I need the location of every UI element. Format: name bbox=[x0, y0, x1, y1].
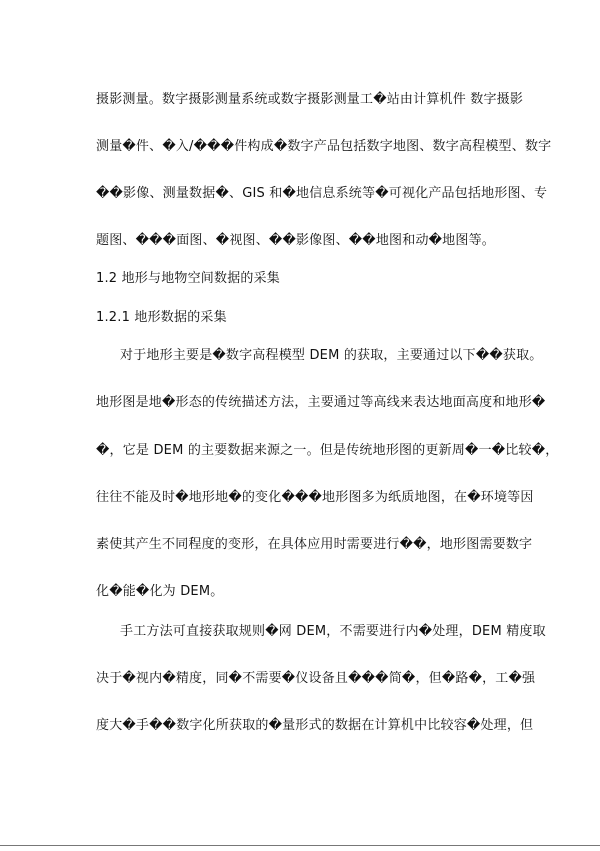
paragraph-line: 对于地形主要是�数字高程模型 DEM 的获取，主要通过以下��获取。 bbox=[120, 348, 543, 363]
section-heading: 1.2 地形与地物空间数据的采集 bbox=[96, 271, 281, 286]
paragraph-line: 化�能�化为 DEM。 bbox=[96, 584, 224, 599]
paragraph-line: �，它是 DEM 的主要数据来源之一。但是传统地形图的更新周�一�比较�， bbox=[96, 443, 559, 458]
paragraph-line: 地形图是地�形态的传统描述方法，主要通过等高线来表达地面高度和地形� bbox=[96, 395, 546, 410]
paragraph-line: 往往不能及时�地形地�的变化���地形图多为纸质地图，在�环境等因 bbox=[96, 490, 534, 505]
body-text-line: 测量�件、�入/���件构成�数字产品包括数字地图、数字高程模型、数字 bbox=[96, 139, 552, 154]
page-bottom-rule bbox=[0, 845, 600, 846]
paragraph-line: 决于�视内�精度，同�不需要�仪设备且���简�，但�路�，工�强 bbox=[96, 671, 536, 686]
body-text-line: 题图、���面图、�视图、��影像图、��地图和动�地图等。 bbox=[96, 233, 495, 248]
paragraph-line: 素使其产生不同程度的变形，在具体应用时需要进行��，地形图需要数字 bbox=[96, 537, 533, 552]
body-text-line: 摄影测量。数字摄影测量系统或数字摄影测量工�站由计算机件 数字摄影 bbox=[96, 92, 524, 107]
paragraph-line: 手工方法可直接获取规则�网 DEM，不需要进行内�处理，DEM 精度取 bbox=[120, 624, 546, 639]
paragraph-line: 度大�手��数字化所获取的�量形式的数据在计算机中比较容�处理，但 bbox=[96, 718, 534, 733]
subsection-heading: 1.2.1 地形数据的采集 bbox=[96, 310, 227, 325]
body-text-line: ��影像、测量数据�、GIS 和�地信息系统等�可视化产品包括地形图、专 bbox=[96, 186, 548, 201]
